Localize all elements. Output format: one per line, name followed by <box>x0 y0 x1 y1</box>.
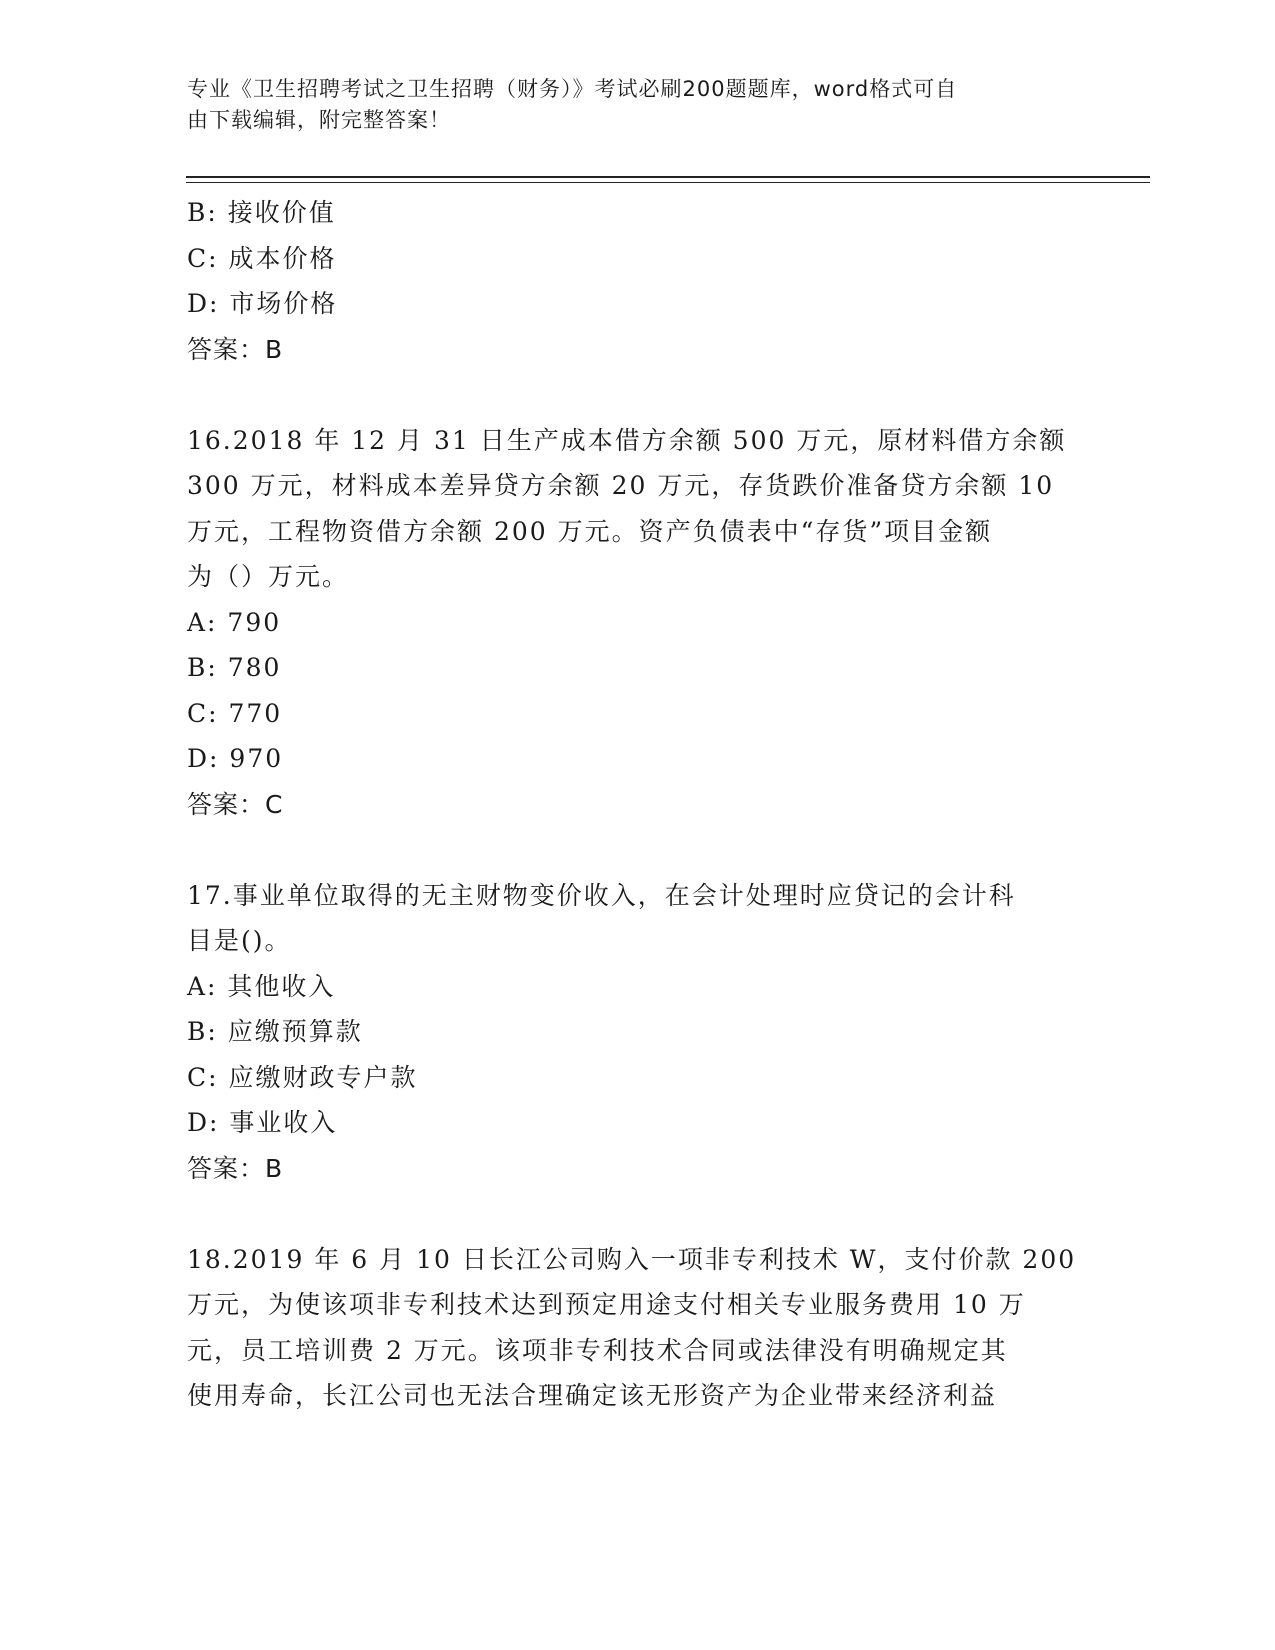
spacer <box>187 1191 1087 1237</box>
q17-option-a: A: 其他收入 <box>187 971 336 1001</box>
q16-stem-line: 为（）万元。 <box>187 562 350 591</box>
q18-stem-line: 18.2019 年 6 月 10 日长江公司购入一项非专利技术 W，支付价款 200 <box>187 1244 1077 1274</box>
q16-stem-line: 300 万元，材料成本差异贷方余额 20 万元，存货跌价准备贷方余额 10 <box>187 471 1055 500</box>
q15-option-d: D: 市场价格 <box>187 289 338 318</box>
q17-stem-line: 17.事业单位取得的无主财物变价收入，在会计处理时应贷记的会计科 <box>187 880 1016 910</box>
q17-option-c: C: 应缴财政专户款 <box>187 1062 418 1092</box>
header-line-2: 由下载编辑，附完整答案！ <box>187 108 451 132</box>
q15-answer: 答案：B <box>187 334 284 364</box>
q17-stem-line: 目是()。 <box>187 926 292 955</box>
document-header <box>187 74 1067 136</box>
q18-stem-line: 使用寿命，长江公司也无法合理确定该无形资产为企业带来经济利益 <box>187 1381 998 1410</box>
spacer <box>187 827 1087 873</box>
spacer <box>187 372 1087 418</box>
question-content <box>187 190 1087 1419</box>
q15-option-b: B: 接收价值 <box>187 198 336 227</box>
q16-option-d: D: 970 <box>187 744 284 773</box>
q16-option-a: A: 790 <box>187 607 282 637</box>
question-18 <box>187 1237 1087 1419</box>
q16-option-b: B: 780 <box>187 653 282 682</box>
question-15 <box>187 190 1087 372</box>
header-divider-thin <box>186 182 1150 183</box>
q17-option-d: D: 事业收入 <box>187 1108 338 1137</box>
q18-stem-line: 万元，为使该项非专利技术达到预定用途支付相关专业服务费用 10 万 <box>187 1290 1026 1319</box>
header-divider-thick <box>186 176 1150 178</box>
question-16 <box>187 418 1087 828</box>
q17-option-b: B: 应缴预算款 <box>187 1017 363 1046</box>
q16-answer: 答案：C <box>187 789 284 819</box>
q15-option-c: C: 成本价格 <box>187 243 337 273</box>
q16-stem-line: 万元，工程物资借方余额 200 万元。资产负债表中“存货”项目金额 <box>187 516 993 546</box>
q18-stem-line: 元，员工培训费 2 万元。该项非专利技术合同或法律没有明确规定其 <box>187 1335 1008 1365</box>
q16-stem-line: 16.2018 年 12 月 31 日生产成本借方余额 500 万元，原材料借方余额 <box>187 425 1067 455</box>
question-17 <box>187 873 1087 1192</box>
header-line-1: 专业《卫生招聘考试之卫生招聘（财务）》考试必刷200题题库，word格式可自 <box>187 77 958 101</box>
q16-option-c: C: 770 <box>187 698 283 728</box>
q17-answer: 答案：B <box>187 1153 284 1183</box>
